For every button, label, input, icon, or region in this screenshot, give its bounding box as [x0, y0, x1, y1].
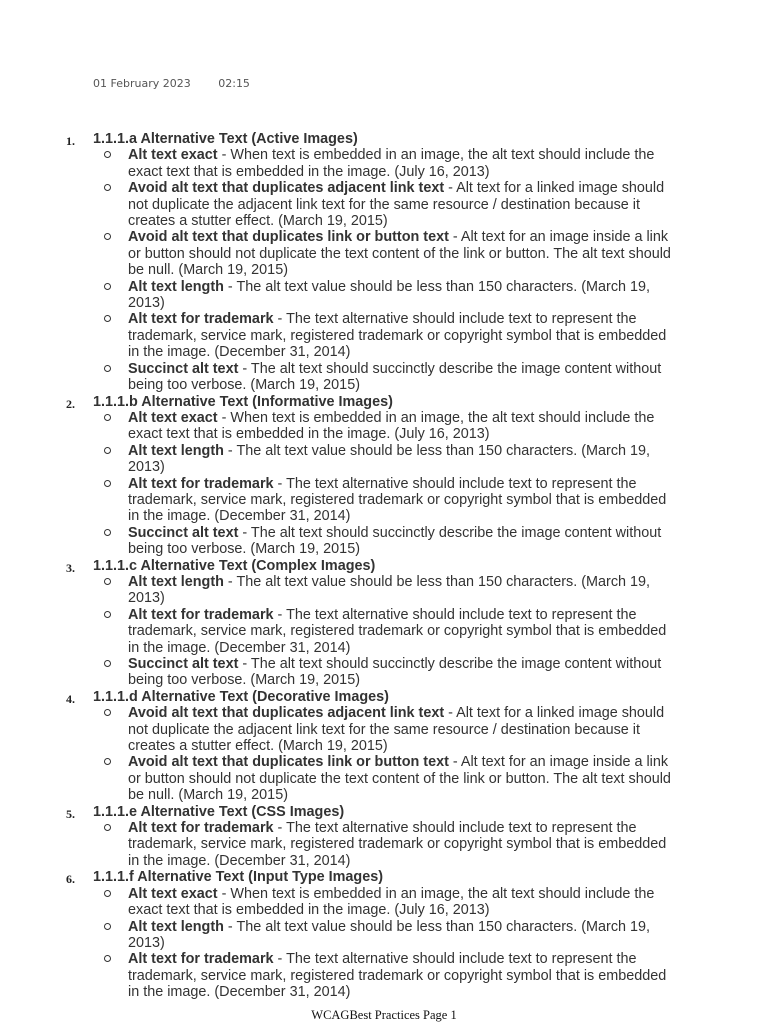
hollow-circle-bullet-icon — [104, 758, 111, 765]
practice-description: - Alt text for an image inside a link or button should not duplicate the text content of the link or button. The alt text should be null. (March 19, 2015) — [128, 229, 671, 279]
hollow-circle-bullet-icon — [104, 890, 111, 897]
practice-item — [93, 919, 678, 952]
section-title: 1.1.1.a Alternative Text (Active Images) — [93, 131, 358, 147]
practice-term: Succinct alt text — [128, 524, 239, 541]
practice-term: Succinct alt text — [128, 360, 239, 377]
hollow-circle-bullet-icon — [104, 184, 111, 191]
practice-term: Alt text length — [128, 442, 224, 459]
practice-description: - Alt text for a linked image should not duplicate the adjacent link text for the same resource / destination because it creates a stutter effect. (March 19, 2015) — [128, 180, 665, 230]
hollow-circle-bullet-icon — [104, 611, 111, 618]
practice-item — [93, 574, 678, 607]
section-list — [0, 131, 768, 1001]
section-item — [0, 689, 768, 804]
practice-description: - The text alternative should include text to represent the trademark, service mark, registered trademark or copyright symbol that is embedded in the image. (December 31, 2014) — [128, 606, 667, 656]
hollow-circle-bullet-icon — [104, 923, 111, 930]
practice-list — [93, 820, 768, 869]
practice-item — [93, 476, 678, 525]
practice-item — [93, 754, 678, 803]
practice-item — [93, 361, 678, 394]
section-number: 5. — [66, 806, 75, 821]
section-number: 6. — [66, 872, 75, 887]
section-item — [0, 558, 768, 689]
section-title: 1.1.1.d Alternative Text (Decorative Images) — [93, 688, 389, 705]
practice-description: - When text is embedded in an image, the alt text should include the exact text that is embedded in the image. (July 16, 2013) — [128, 409, 655, 443]
section-title: 1.1.1.f Alternative Text (Input Type Images) — [93, 869, 384, 886]
practice-item — [93, 311, 678, 360]
document-body — [0, 131, 768, 1001]
section-item — [0, 804, 768, 870]
practice-item — [93, 180, 678, 229]
hollow-circle-bullet-icon — [104, 283, 111, 290]
practice-item — [93, 951, 678, 1000]
hollow-circle-bullet-icon — [104, 480, 111, 487]
practice-description: - Alt text for a linked image should not duplicate the adjacent link text for the same resource / destination because it creates a stutter effect. (March 19, 2015) — [128, 705, 665, 755]
practice-description: - When text is embedded in an image, the alt text should include the exact text that is embedded in the image. (July 16, 2013) — [128, 885, 655, 919]
hollow-circle-bullet-icon — [104, 955, 111, 962]
section-item — [0, 131, 768, 394]
practice-item — [93, 656, 678, 689]
section-number: 2. — [66, 396, 75, 411]
practice-term: Alt text for trademark — [128, 475, 274, 492]
practice-description: - The alt text value should be less than 150 characters. (March 19, 2013) — [128, 573, 651, 607]
header-date: 01 February 2023 — [93, 77, 191, 90]
practice-description: - The text alternative should include text to represent the trademark, service mark, registered trademark or copyright symbol that is embedded in the image. (December 31, 2014) — [128, 951, 667, 1001]
practice-term: Alt text for trademark — [128, 606, 274, 623]
practice-description: - The text alternative should include text to represent the trademark, service mark, registered trademark or copyright symbol that is embedded in the image. (December 31, 2014) — [128, 475, 667, 525]
practice-description: - The text alternative should include text to represent the trademark, service mark, registered trademark or copyright symbol that is embedded in the image. (December 31, 2014) — [128, 311, 667, 361]
practice-description: - When text is embedded in an image, the alt text should include the exact text that is embedded in the image. (July 16, 2013) — [128, 147, 655, 180]
practice-description: - The alt text value should be less than 150 characters. (March 19, 2013) — [128, 442, 651, 476]
hollow-circle-bullet-icon — [104, 414, 111, 421]
section-title: 1.1.1.c Alternative Text (Complex Images) — [93, 557, 376, 574]
hollow-circle-bullet-icon — [104, 151, 111, 158]
practice-term: Avoid alt text that duplicates link or button text — [128, 754, 449, 771]
page-header-timestamp — [93, 77, 250, 90]
hollow-circle-bullet-icon — [104, 660, 111, 667]
practice-item — [93, 410, 678, 443]
practice-term: Alt text length — [128, 918, 224, 935]
practice-list — [93, 705, 768, 803]
practice-term: Alt text exact — [128, 409, 218, 426]
practice-term: Alt text length — [128, 573, 224, 590]
practice-term: Alt text for trademark — [128, 820, 274, 837]
practice-list — [93, 886, 768, 1001]
practice-term: Alt text for trademark — [128, 311, 274, 328]
practice-item — [93, 443, 678, 476]
hollow-circle-bullet-icon — [104, 365, 111, 372]
section-number: 1. — [66, 134, 75, 148]
practice-item — [93, 705, 678, 754]
practice-term: Alt text for trademark — [128, 951, 274, 968]
section-title: 1.1.1.e Alternative Text (CSS Images) — [93, 803, 345, 820]
page-footer: WCAGBest Practices Page 1 — [311, 1008, 457, 1022]
practice-description: - The alt text should succinctly describe the image content without being too verbose. (March 19, 2015) — [128, 656, 662, 689]
hollow-circle-bullet-icon — [104, 529, 111, 536]
practice-term: Alt text length — [128, 278, 224, 295]
practice-term: Avoid alt text that duplicates adjacent link text — [128, 705, 445, 722]
hollow-circle-bullet-icon — [104, 447, 111, 454]
practice-description: - The text alternative should include text to represent the trademark, service mark, registered trademark or copyright symbol that is embedded in the image. (December 31, 2014) — [128, 820, 667, 869]
hollow-circle-bullet-icon — [104, 578, 111, 585]
practice-list — [93, 147, 768, 393]
practice-description: - The alt text should succinctly describe the image content without being too verbose. (March 19, 2015) — [128, 360, 662, 394]
practice-item — [93, 607, 678, 656]
practice-item — [93, 886, 678, 919]
section-title: 1.1.1.b Alternative Text (Informative Images) — [93, 393, 393, 410]
practice-description: - The alt text value should be less than 150 characters. (March 19, 2013) — [128, 918, 651, 951]
section-item — [0, 394, 768, 558]
practice-term: Avoid alt text that duplicates link or button text — [128, 229, 449, 246]
section-number: 4. — [66, 691, 75, 706]
hollow-circle-bullet-icon — [104, 315, 111, 322]
header-time: 02:15 — [218, 77, 250, 90]
practice-term: Avoid alt text that duplicates adjacent link text — [128, 180, 445, 197]
hollow-circle-bullet-icon — [104, 709, 111, 716]
practice-term: Alt text exact — [128, 885, 218, 902]
section-item — [0, 869, 768, 1000]
practice-description: - The alt text should succinctly describe the image content without being too verbose. (March 19, 2015) — [128, 524, 662, 558]
practice-item — [93, 147, 678, 180]
practice-list — [93, 574, 768, 689]
practice-item — [93, 229, 678, 278]
practice-term: Succinct alt text — [128, 656, 239, 672]
hollow-circle-bullet-icon — [104, 824, 111, 831]
practice-term: Alt text exact — [128, 147, 218, 164]
hollow-circle-bullet-icon — [104, 233, 111, 240]
practice-item — [93, 820, 678, 869]
practice-list — [93, 410, 768, 558]
practice-description: - Alt text for an image inside a link or button should not duplicate the text content of the link or button. The alt text should be null. (March 19, 2015) — [128, 754, 671, 804]
practice-description: - The alt text value should be less than 150 characters. (March 19, 2013) — [128, 278, 651, 312]
section-number: 3. — [66, 560, 75, 575]
practice-item — [93, 525, 678, 558]
practice-item — [93, 279, 678, 312]
